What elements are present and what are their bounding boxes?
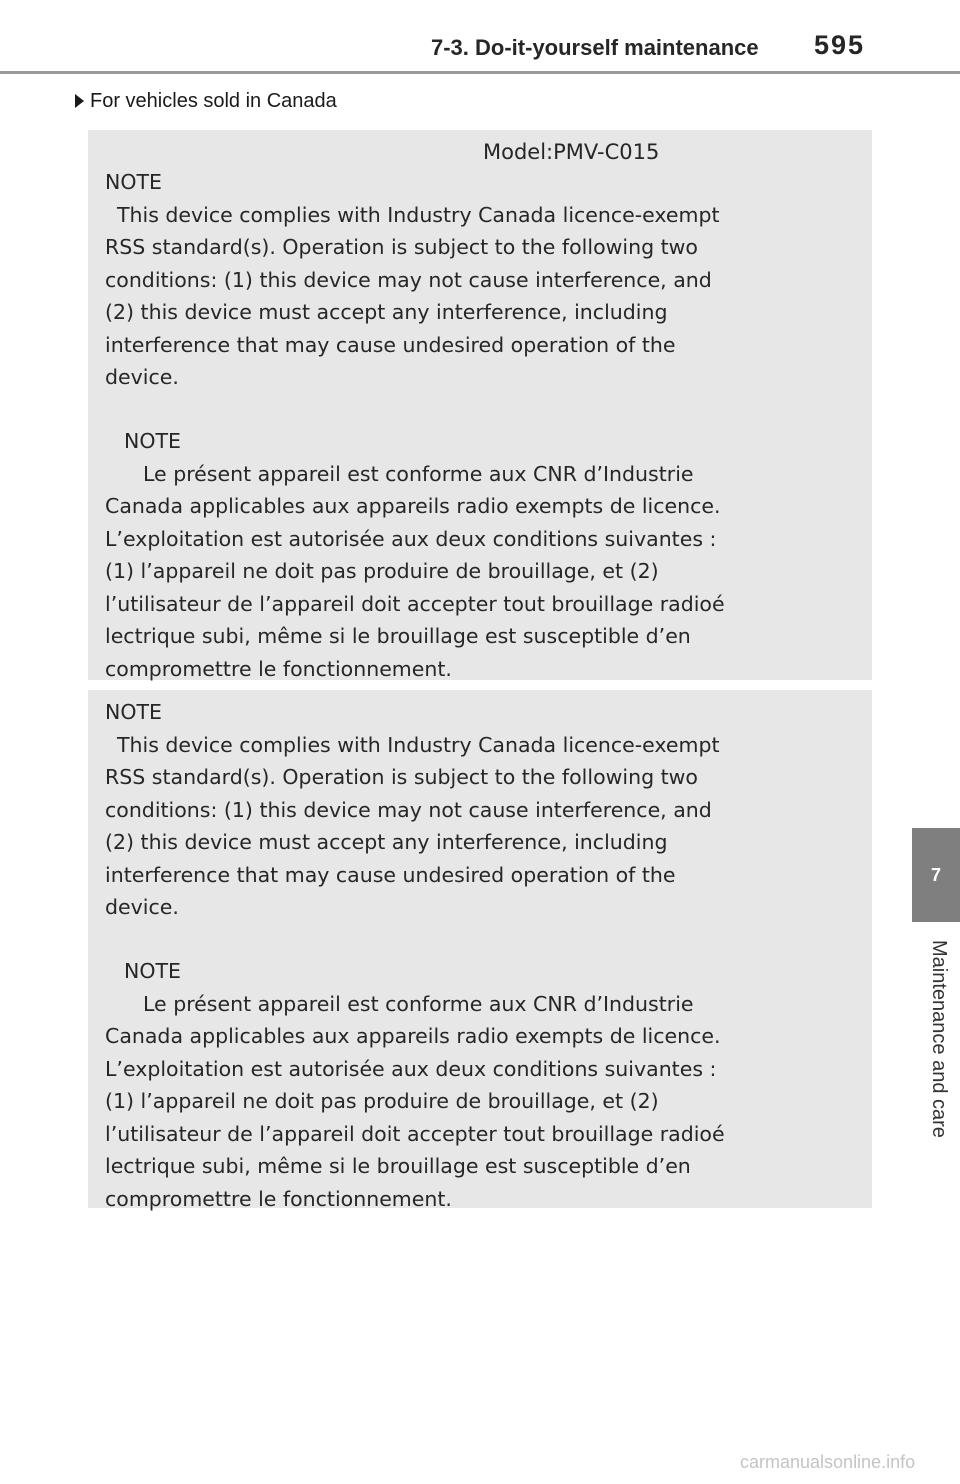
french-note (105, 425, 845, 685)
note-line: Canada applicables aux appareils radio exempts de licence. (105, 1024, 721, 1048)
regulatory-label-image-2 (88, 690, 872, 1211)
note-line: lectrique subi, même si le brouillage est susceptible d’en (105, 624, 691, 648)
note-line: compromettre le fonctionnement. (105, 1186, 452, 1211)
note-line: (1) l’appareil ne doit pas produire de brouillage, et (2) (105, 559, 659, 583)
note-title: NOTE (124, 429, 181, 453)
footer-watermark: carmanualsonline.info (740, 1452, 916, 1472)
header-divider (0, 71, 960, 74)
note-line: conditions: (1) this device may not cause interference, and (105, 797, 712, 822)
english-note (105, 696, 845, 924)
note-line: device. (105, 365, 179, 389)
model-number: Model:PMV-C015 (483, 140, 660, 164)
chapter-tab (912, 828, 960, 922)
note-line: conditions: (1) this device may not cause interference, and (105, 267, 712, 292)
note-line: device. (105, 895, 179, 919)
note-line: L’exploitation est autorisée aux deux conditions suivantes : (105, 1056, 717, 1081)
note-title: NOTE (124, 959, 181, 983)
note-line: Le présent appareil est conforme aux CNR d’Industrie (143, 461, 694, 486)
note-line: interference that may cause undesired operation of the (105, 332, 676, 357)
section-title: 7-3. Do-it-yourself maintenance (431, 35, 759, 60)
regulatory-label-image-1 (88, 130, 872, 680)
note-line: Canada applicables aux appareils radio exempts de licence. (105, 494, 721, 518)
section-subheading (75, 90, 337, 113)
note-line: lectrique subi, même si le brouillage est susceptible d’en (105, 1154, 691, 1178)
subheading-text: For vehicles sold in Canada (90, 90, 337, 112)
note-line: (2) this device must accept any interference, including (105, 830, 668, 854)
page-number: 595 (814, 30, 866, 60)
note-line: (1) l’appareil ne doit pas produire de brouillage, et (2) (105, 1089, 659, 1113)
note-line: L’exploitation est autorisée aux deux conditions suivantes : (105, 526, 717, 551)
note-line: RSS standard(s). Operation is subject to the following two (105, 235, 698, 259)
note-line: l’utilisateur de l’appareil doit accepter tout brouillage radioé (105, 591, 725, 616)
note-line: RSS standard(s). Operation is subject to the following two (105, 765, 698, 789)
english-note (105, 166, 845, 394)
french-note (105, 955, 845, 1215)
chapter-number: 7 (930, 864, 941, 885)
note-line: interference that may cause undesired operation of the (105, 862, 676, 887)
chapter-label: Maintenance and care (928, 940, 950, 1138)
note-title: NOTE (105, 700, 162, 724)
note-line: Le présent appareil est conforme aux CNR d’Industrie (143, 991, 694, 1016)
note-line: l’utilisateur de l’appareil doit accepter tout brouillage radioé (105, 1121, 725, 1146)
triangle-bullet-icon (75, 94, 84, 108)
note-line: This device complies with Industry Canada licence-exempt (117, 202, 720, 227)
note-line: This device complies with Industry Canada licence-exempt (117, 732, 720, 757)
page-header (0, 0, 960, 72)
note-line: compromettre le fonctionnement. (105, 656, 452, 681)
note-line: (2) this device must accept any interference, including (105, 300, 668, 324)
note-title: NOTE (105, 170, 162, 194)
